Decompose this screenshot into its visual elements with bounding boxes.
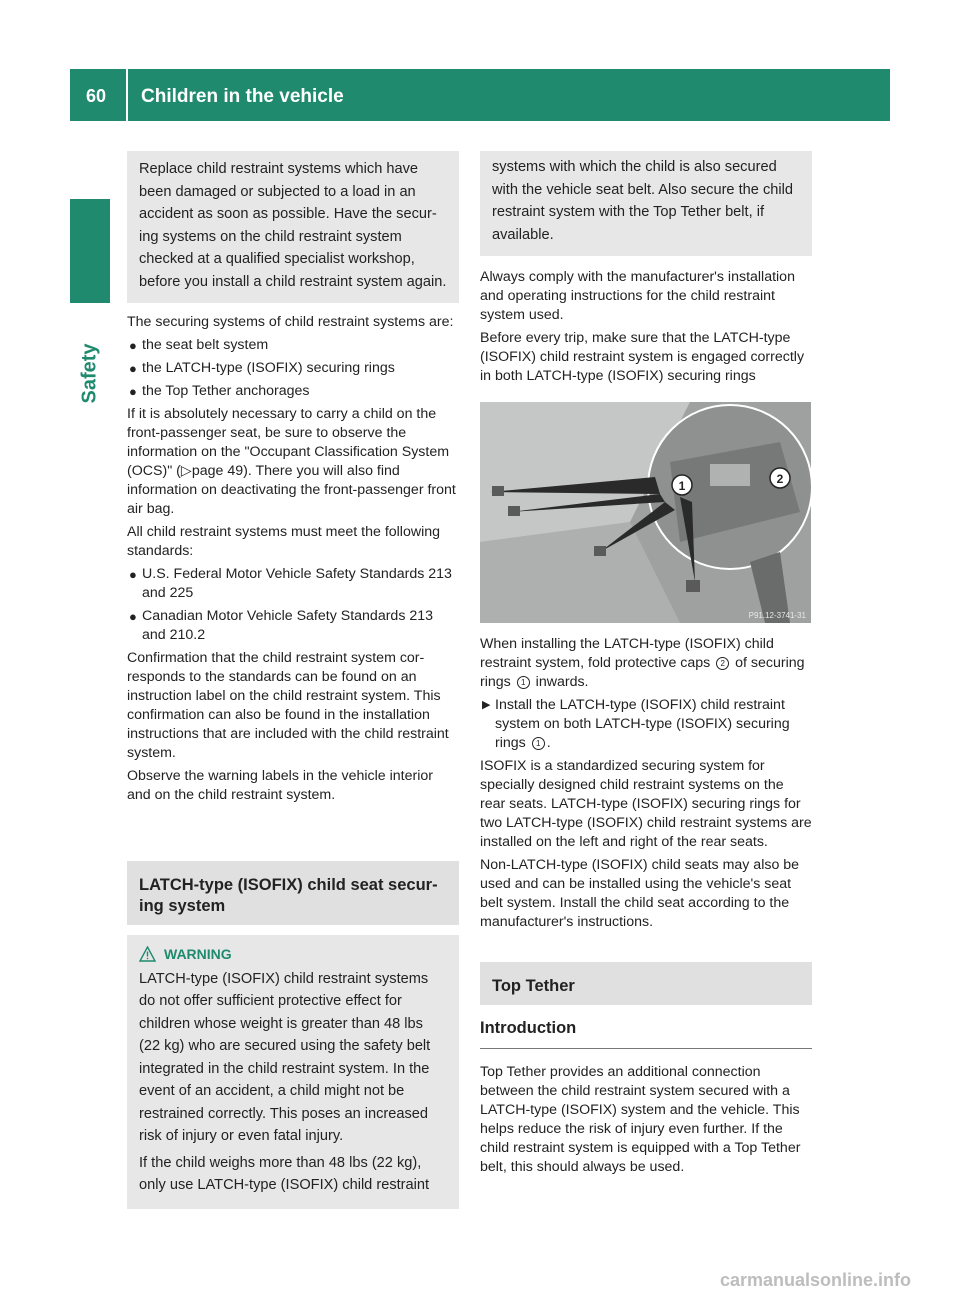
bullet-icon: ● — [129, 384, 137, 399]
warning-text: systems with which the child is also secured with the vehicle seat belt. Also secure the child restraint system with the Top Tether belt, if available. — [492, 159, 793, 243]
page-ref-arrow-icon: ▷ — [180, 463, 192, 479]
warning-text: If the child weighs more than 48 lbs (22 kg), only use LATCH-type (ISOFIX) child restraint — [139, 1154, 430, 1193]
warning-triangle-icon — [139, 946, 156, 962]
warning-title: WARNING — [139, 943, 447, 966]
paragraph: Top Tether provides an additional connection between the child restraint system secured with a LATCH-type (ISOFIX) system and the vehicle. This helps reduce the risk of injury even further. If the child restraint system is equipped with a Top Tether belt, this should always be used. — [480, 1064, 801, 1175]
list-item: ● the LATCH-type (ISOFIX) securing rings — [129, 360, 395, 376]
callout-reference: 1 — [517, 676, 530, 689]
left-column — [127, 151, 459, 809]
callout-reference: 2 — [716, 657, 729, 670]
subsection-heading: Introduction — [480, 1019, 812, 1049]
bullet-icon: ● — [129, 338, 137, 353]
warning-continued-box — [480, 151, 812, 256]
bullet-icon: ● — [129, 361, 137, 376]
action-list — [480, 696, 812, 753]
list-item: ● Canadian Motor Vehicle Safety Standards 213 and 210.2 — [129, 608, 434, 643]
list-item: ● the Top Tether anchorages — [129, 383, 310, 399]
action-arrow-icon: ▶ — [482, 699, 491, 711]
section-heading: LATCH-type (ISOFIX) child seat securing system — [127, 861, 459, 925]
callout-reference: 1 — [532, 737, 545, 750]
side-section-label: Safety — [78, 343, 101, 404]
bullet-icon: ● — [129, 567, 137, 582]
side-tab-marker — [70, 199, 110, 303]
paragraph: ISOFIX is a standardized securing system for specially designed child restraint systems on the rear seats. LATCH-type (ISOFIX) securing rings for two LATCH-type (ISOFIX) child restraint systems are installed on the left and right of the rear seats. — [480, 758, 812, 850]
list-item: ● the seat belt system — [129, 337, 269, 353]
bullet-list — [127, 565, 459, 645]
bullet-list — [127, 336, 459, 401]
chapter-title: Children in the vehicle — [141, 86, 344, 107]
section-heading: Top Tether — [480, 962, 812, 1005]
paragraph: When installing the LATCH-type (ISOFIX) child restraint system, fold protective caps 2 of securing rings 1 inwards. — [480, 636, 805, 690]
paragraph: Always comply with the manufacturer's installation and operating instructions for the child restraint system used. — [480, 269, 795, 323]
paragraph: All child restraint systems must meet the following standards: — [127, 524, 441, 559]
warning-box — [127, 935, 459, 1209]
paragraph: Before every trip, make sure that the LATCH-type (ISOFIX) child restraint system is engaged correctly in both LATCH-type (ISOFIX) securing rings — [480, 330, 805, 384]
image-code: P91.12-3741-31 — [748, 611, 806, 620]
callout-label: 2 — [776, 472, 784, 486]
bullet-icon: ● — [129, 609, 137, 624]
note-box — [127, 151, 459, 303]
right-column — [480, 151, 812, 1181]
paragraph: Observe the warning labels in the vehicle interior and on the child restraint system. — [127, 768, 433, 803]
paragraph: Confirmation that the child restraint system corresponds to the standards can be found on an instruction label on the child restraint system. This confirmation can also be found in the installation instructions that are included with the child restraint system. — [127, 650, 449, 761]
action-step: ▶ Install the LATCH-type (ISOFIX) child restraint system on both LATCH-type (ISOFIX) securing rings 1 . — [482, 697, 790, 751]
footer-watermark: carmanualsonline.info — [720, 1270, 912, 1290]
left-column-lower — [127, 861, 459, 1209]
paragraph: If it is absolutely necessary to carry a child on the front-passenger seat, be sure to observe the information on the "Occupant Classification System (OCS)" (▷page 49). There you will also find information on deactivating the front-passenger front air bag. — [127, 406, 456, 517]
paragraph: The securing systems of child restraint systems are: — [127, 314, 454, 330]
isofix-rings-photo — [480, 402, 811, 623]
page-number: 60 — [86, 86, 107, 106]
list-item: ● U.S. Federal Motor Vehicle Safety Standards 213 and 225 — [129, 566, 452, 601]
page-reference-link[interactable]: page 49). There you will also find information on deactivating the front-passenger front air bag. — [127, 463, 456, 517]
paragraph: Non-LATCH-type (ISOFIX) child seats may also be used and can be installed using the vehicle's seat belt system. Install the child seat according to the manufacturer's instructions. — [480, 857, 800, 930]
header-divider — [126, 69, 128, 121]
note-text: Replace child restraint systems which have been damaged or subjected to a load in an accident as soon as possible. Have the securing systems on the child restraint system checked at a qualified specialist workshop, before you install a child restraint system again. — [139, 161, 447, 290]
callout-label: 1 — [678, 479, 686, 493]
warning-text: LATCH-type (ISOFIX) child restraint systems do not offer sufficient protective effect for children whose weight is greater than 48 lbs (22 kg) who are secured using the safety belt integrated in the child restraint system. In the event of an accident, a child might not be restrained correctly. This poses an increased risk of injury or even fatal injury. — [139, 970, 431, 1144]
